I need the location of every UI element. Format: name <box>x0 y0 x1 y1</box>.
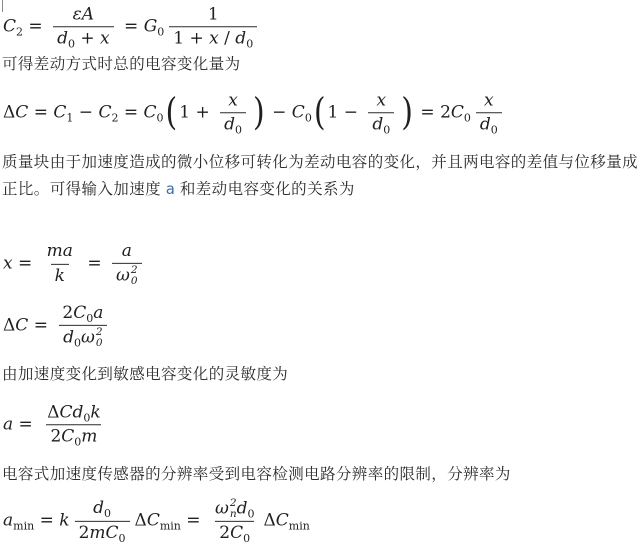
formula-sensitivity-a: a = $\frac{\Delta Cd_0k}{2C_0m}$ <box>3 402 101 449</box>
paragraph-resolution: 电容式加速度传感器的分辨率受到电容检测电路分辨率的限制，分辨率为 <box>2 466 511 483</box>
paragraph-total-capacitance-change: 可得差动方式时总的电容变化量为 <box>2 56 241 73</box>
paragraph-acceleration-relation <box>2 150 638 203</box>
formula-delta-c-expansion: $\Delta C = C_1 - C_2 = C_0$( 1 + $\frac{x}{d_0}$ ) − $C_0$( 1 − $\frac{x}{d_0}$ ) = $2C_0$ $\frac{x}{d_0}$ <box>3 90 507 136</box>
formula-delta-c-acceleration: ΔC = $2C_0a$ $d_0\omega$ 2 0 <box>3 303 112 349</box>
formula-displacement-x: x = $\frac{ma}{k}$ = a ω 2 0 <box>3 241 147 287</box>
inline-variable-a: a <box>165 180 176 198</box>
paragraph-sensitivity: 由加速度变化到敏感电容变化的灵敏度为 <box>2 366 289 383</box>
formula-resolution-a-min: $a_{min} = k$ $\frac{d_0}{2mC_0}$ $\Delta C_{min}$ = ω 2 n $d_0$ $2C_0$ $\Delta C_{min}$ <box>3 496 310 545</box>
paragraph-acceleration-relation-pre: 质量块由于加速度造成的微小位移可转化为差动电容的变化，并且两电容的差值与位移量成正比。可得输入加速度 <box>2 154 639 198</box>
formula-capacitance-c2: $C_2$ = $\frac{\varepsilon A}{d_0 + x}$ = $G_0$ $\frac{1}{1 + x / d_0}$ <box>3 4 262 50</box>
paragraph-acceleration-relation-post: 和差动电容变化的关系为 <box>175 181 355 198</box>
